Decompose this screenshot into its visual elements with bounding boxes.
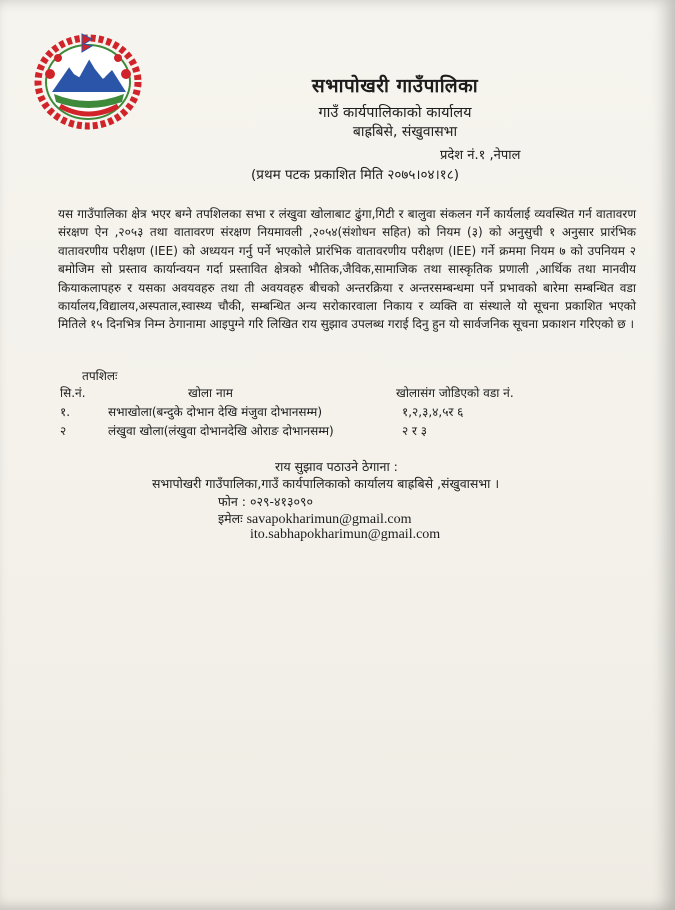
contact-office: सभापोखरी गाउँपालिका,गाउँ कार्यपालिकाको कार्यालय बाह्रबिसे ,संखुवासभा ।: [152, 476, 500, 491]
header-serial: सि.नं.: [60, 386, 86, 400]
email-label: इमेलः: [218, 511, 243, 526]
header-wards: खोलासंग जोडिएको वडा नं.: [396, 386, 514, 400]
municipality-title: सभापोखरी गाउँपालिका: [311, 75, 479, 97]
table-row: [60, 403, 620, 422]
river-table: [60, 384, 620, 441]
email-secondary: ito.sabhapokharimun@gmail.com: [250, 527, 441, 542]
email-primary: savapokharimun@gmail.com: [246, 512, 412, 527]
contact-email-line: [218, 510, 412, 528]
row-river-name: लंखुवा खोला(लंखुवा दोभानदेखि ओराङ दोभानसम्म): [108, 424, 334, 438]
row-wards: १,२,३,४,५र ६: [402, 405, 464, 419]
contact-heading: राय सुझाव पठाउने ठेगाना :: [275, 459, 398, 474]
table-row: [60, 422, 620, 441]
contact-phone-line: [218, 493, 313, 510]
notice-paragraph: यस गाउँपालिका क्षेत्र भएर बग्ने तपशिलका सभा र लंखुवा खोलाबाट ढुंगा,गिटी र बालुवा संकलन गर्ने कार्यलाई व्यवस्थित गर्न वातावरण संरक्षण ऐन ,२०५३ तथा वातावरण संरक्षण नियमावली ,२०५४(संशोधन सहित) को नियम (३) को अनुसुची १ अनुसार प्रारंभिक वातावरणीय परीक्षण (IEE) को अध्ययन गर्नु पर्ने भएकोले प्रारंभिक वातावरणीय परीक्षण (IEE) गर्ने क्रममा नियम ७ को उपनियम २ बमोजिम सो प्रस्ताव कार्यान्वयन गर्दा प्रस्तावित क्षेत्रको भौतिक,जैविक,सामाजिक तथा सास्कृतिक प्रणाली ,आर्थिक तथा मानवीय कियाकलापहरु र यसका अवयवहरु तथा ती अवयवहरु बीचको अन्तरक्रिया र अन्तरसम्बन्धमा पर्ने प्रभावको बारेमा सम्बन्धित वडा कार्यालय,विद्यालय,अस्पताल,स्वास्थ्य चौकी, सम्बन्धित अन्य सरोकारवाला निकाय र व्यक्ति वा संस्थाले यो सूचना प्रकाशित भएको मितिले १५ दिनभित्र निम्न ठेगानामा आइपुग्ने गरि लिखित राय सुझाव उपलब्ध गराई दिनु हुन यो सार्वजनिक सूचना प्रकाशन गरिएको छ ।: [58, 207, 636, 332]
phone-label: फोन :: [218, 494, 246, 509]
row-river-name: सभाखोला(बन्दुके दोभान देखि मंजुवा दोभानसम्म): [108, 405, 322, 419]
table-header-row: [60, 384, 620, 403]
row-serial: १.: [60, 405, 71, 419]
row-wards: २ र ३: [402, 424, 428, 438]
nepal-government-emblem-icon: [30, 30, 146, 130]
phone-number: ०२९-४१३०९०: [249, 494, 313, 509]
office-location: बाह्रबिसे, संखुवासभा: [352, 124, 458, 140]
schedule-label: तपशिलः: [82, 369, 118, 383]
province-line: प्रदेश नं.१ ,नेपाल: [440, 148, 521, 163]
office-name: गाउँ कार्यपालिकाको कार्यालय: [318, 105, 472, 121]
header-river-name: खोला नाम: [188, 386, 233, 400]
row-serial: २: [60, 424, 67, 438]
publication-date: (प्रथम पटक प्रकाशित मिति २०७५।०४।१८): [251, 167, 459, 183]
